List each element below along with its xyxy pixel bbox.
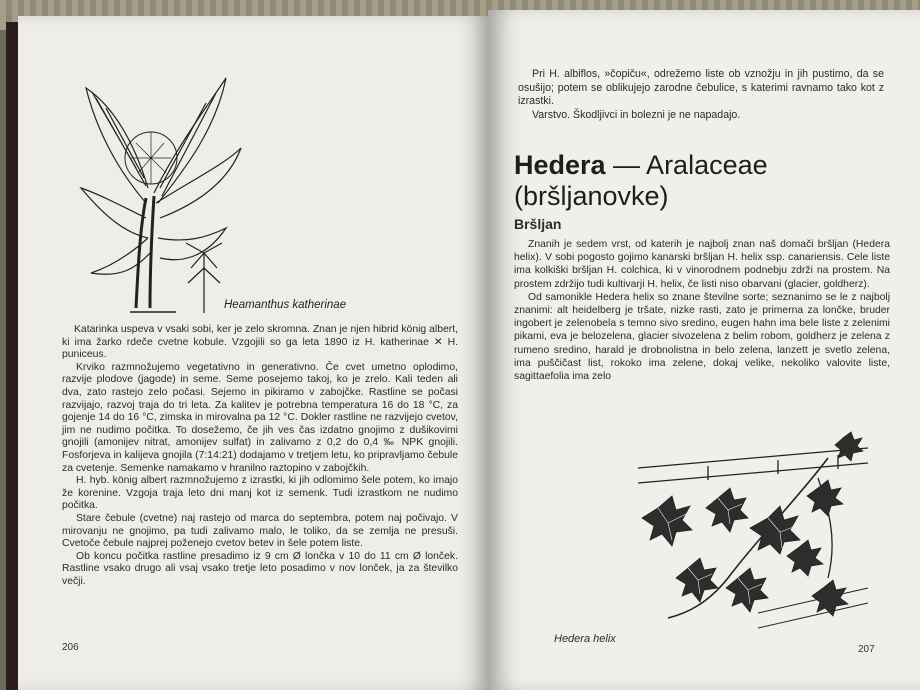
illustration-caption: Hedera helix bbox=[554, 633, 616, 645]
haemanthus-illustration-icon bbox=[76, 68, 256, 318]
subheading: Bršljan bbox=[514, 216, 562, 232]
left-page bbox=[18, 16, 488, 690]
right-page-intro bbox=[518, 68, 884, 122]
section-heading bbox=[514, 150, 844, 212]
paragraph: Znanih je sedem vrst, od katerih je najbolj znan naš domači bršljan (Hedera helix). V sobi pogosto gojimo kanarski bršljan H. helix ssp. canariensis. Cele liste ima kolkiški bršljan H. colchica, ki v vinorodnem podnebju zdrži na prostem. Na prostem zdržijo tudi kultivarji H. helix, če listi niso obarvani (glacier, goldherz). bbox=[514, 239, 890, 290]
paragraph: Stare čebule (cvetne) naj rastejo od marca do septembra, potem naj počivajo. V mirovanju ne gnojimo, pa tudi zalivamo malo, le toliko, da se zemlja ne presuši. Cvetoče čebule najprej poženejo cvetov betev in šele potem liste. bbox=[62, 512, 458, 550]
paragraph: Pri H. albiflos, »čopiču«, odrežemo liste ob vznožju in jih pustimo, da se osušijo; potem se oblikujejo zarodne čebulice, s katerimi ravnamo tako kot z izrastki. bbox=[518, 68, 884, 107]
ivy-illustration-icon bbox=[628, 428, 878, 638]
right-page-body bbox=[514, 238, 890, 383]
illustration-caption: Heamanthus katherinae bbox=[224, 299, 347, 311]
paragraph: Ob koncu počitka rastline presadimo iz 9 cm Ø lončka v 10 do 11 cm Ø lonček. Rastline vsako drugo ali vsaj vsako tretje leto posadimo v nov lonček, ja za številko večji. bbox=[62, 550, 458, 587]
paragraph: Varstvo. Škodljivci in bolezni je ne napadajo. bbox=[532, 108, 741, 121]
left-page-body bbox=[62, 324, 458, 588]
paragraph: Krviko razmnožujemo vegetativno in generativno. Če cvet umetno oplodimo, razvije plodove (jagode) in seme. Seme posejemo takoj, ko je zrelo. Kali teden ali dva, zato rastejo zelo počasi. Sejemo in pikiramo v zabojčke. Rastline se počasi razvijajo, razvoj traja do tri leta. Za kalitev je potrebna temperatura 16 do 18 °C, za gojenje 14 do 16 °C, zimska in mirovalna pa 12 °C. Dokler rastline ne razvijejo cvetov, jim ne nudimo počitka. To dosežemo, če jih ves čas izdatno gnojimo z dušikovimi gnojili (amonijev nitrat, amonijev sulfat) in zalivamo z 0,2 do 0,4 ‰ NPK gnojili. Fosforjeva in kalijeva gnojila (7:14:21) dodajamo v tretjem letu, ko pripravljamo čebule za cvetenje. Semenke namakamo v hranilno raztopino v zabojčkih. bbox=[62, 361, 458, 474]
heading-genus: Hedera bbox=[514, 150, 606, 180]
page-number: 207 bbox=[858, 644, 875, 655]
paragraph: Katarinka uspeva v vsaki sobi, ker je zelo skromna. Znan je njen hibrid könig albert, ki ima žarko rdeče cvetne kobule. Vzgojili so ga leta 1890 iz H. katherinae ✕ H. puniceus. bbox=[62, 324, 458, 361]
page-number: 206 bbox=[62, 642, 79, 653]
paragraph: Od samonikle Hedera helix so znane številne sorte; seznanimo se le z najbolj znanimi: alt heidelberg je tršate, nizke rasti, zato je primerna za lončke, bruder ingobert je zelenobela s temno sivo sredino, eugen hahn ima bele liste z zelenimi pikami, eva je belozelena, glacier sivozelena z belim robom, goldherz je zelena z rumeno sredino, harald je drobnolistna in belo zelena, lanzett je svetlo zelena, ima puščičast list, rokoko ima zelene, dokaj velike, nekoliko valovite liste, sagittaefolia ima zelo bbox=[514, 291, 890, 383]
heading-family: — Aralaceae (bršljanovke) bbox=[514, 150, 768, 211]
paragraph: H. hyb. könig albert razmnožujemo z izrastki, ki jih odlomimo šele potem, ko imajo že korenine. Vzgoja traja leto dni manj kot iz semenk. Tudi izrastkom ne nudimo počitka. bbox=[62, 475, 458, 512]
right-page bbox=[488, 10, 920, 690]
